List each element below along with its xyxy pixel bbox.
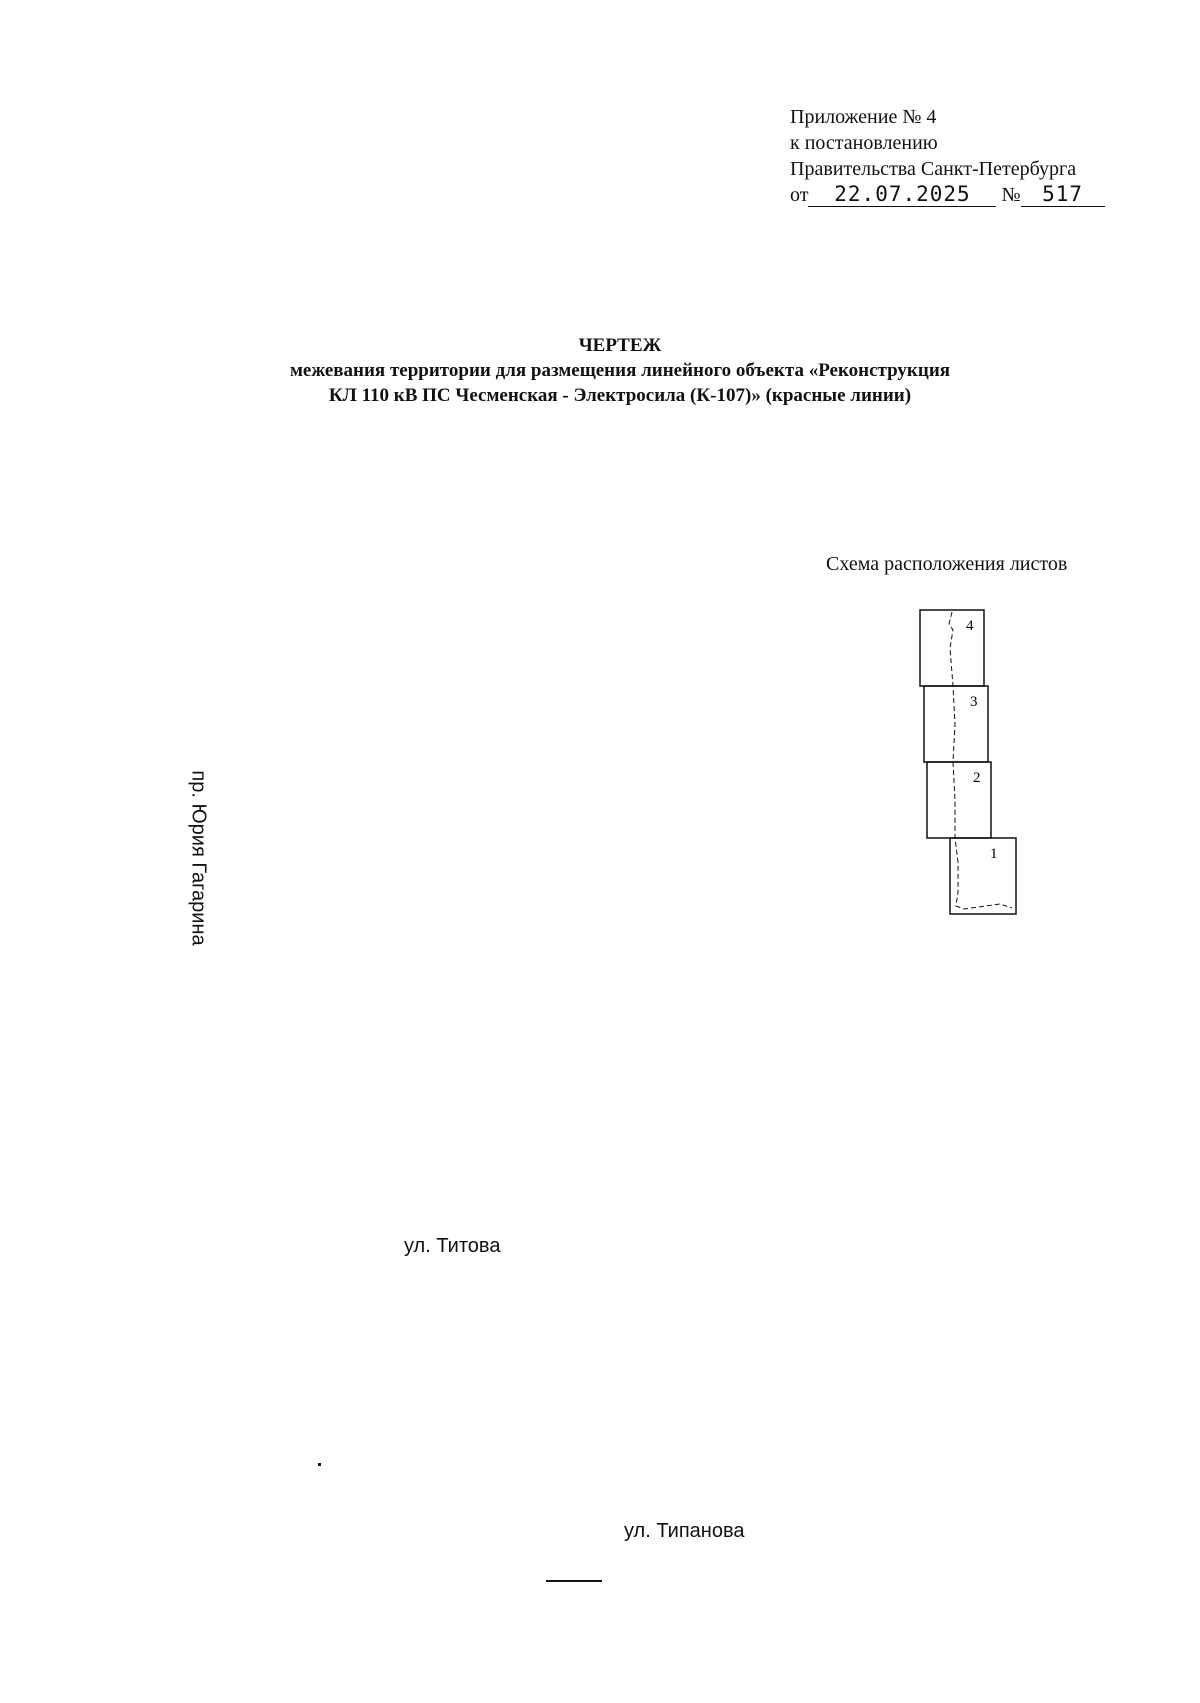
document-subtitle-line-2: КЛ 110 кВ ПС Чесменская - Электросила (К-107)» (красные линии) xyxy=(328,385,912,406)
street-label-tipanova: ул. Типанова xyxy=(624,1520,745,1542)
number-prefix: № xyxy=(1001,184,1021,206)
sheet-1-frame xyxy=(950,838,1016,914)
appendix-line-government: Правительства Санкт-Петербурга xyxy=(790,158,1077,180)
sheet-4-number: 4 xyxy=(966,618,974,634)
sheet-2-number: 2 xyxy=(973,770,981,786)
street-label-titova: ул. Титова xyxy=(404,1235,501,1257)
sheet-1-number: 1 xyxy=(990,846,998,862)
street-label-gagarina: пр. Юрия Гагарина xyxy=(187,770,210,946)
map-dot-mark xyxy=(318,1463,321,1466)
document-title-block xyxy=(160,333,1080,408)
resolution-date: 22.07.2025 xyxy=(808,182,996,207)
cable-route-line xyxy=(949,612,1012,909)
appendix-title: Приложение № 4 xyxy=(790,106,937,128)
resolution-number: 517 xyxy=(1021,182,1105,207)
appendix-line-resolution: к постановлению xyxy=(790,132,938,154)
sheet-layout-diagram xyxy=(900,600,1040,930)
map-dash-mark xyxy=(546,1580,602,1582)
sheet-3-number: 3 xyxy=(970,694,978,710)
document-heading: ЧЕРТЕЖ xyxy=(578,335,662,356)
appendix-block xyxy=(790,104,1120,208)
document-subtitle-line-1: межевания территории для размещения линейного объекта «Реконструкция xyxy=(289,360,951,381)
appendix-date-line xyxy=(790,182,1120,208)
sheet-3-frame xyxy=(924,686,988,762)
sheet-2-frame xyxy=(927,762,991,838)
sheet-layout-label: Схема расположения листов xyxy=(826,553,1068,575)
date-prefix: от xyxy=(790,184,809,206)
